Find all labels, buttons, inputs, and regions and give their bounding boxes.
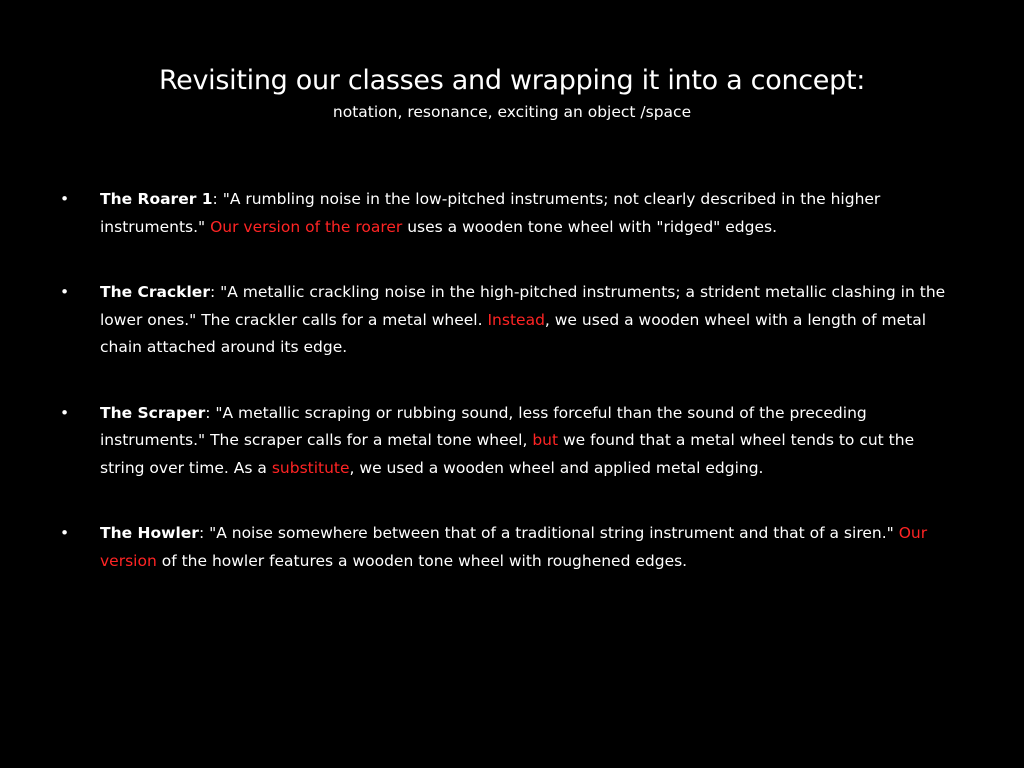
- bullet-list: [60, 186, 960, 613]
- bullet-text: , we used a wooden wheel with a length of metal chain attached around its edge.: [100, 310, 927, 356]
- bullet-roarer: [60, 186, 960, 241]
- bullet-term: The Roarer 1: [100, 190, 213, 208]
- bullet-term: The Scraper: [100, 403, 206, 422]
- bullet-text: of the howler features a wooden tone wheel with roughened edges.: [156, 551, 688, 570]
- bullet-scraper: [60, 400, 960, 483]
- bullet-howler: [60, 520, 960, 575]
- highlight-text: substitute: [271, 458, 350, 477]
- bullet-text: : "A metallic scraping or rubbing sound, less forceful than the sound of the preceding instruments." The scraper calls for a metal tone wheel,: [100, 403, 867, 449]
- bullet-term: The Howler: [100, 524, 199, 542]
- bullet-text: : "A noise somewhere between that of a traditional string instrument and that of a siren.": [198, 524, 899, 542]
- slide-title: Revisiting our classes and wrapping it into a concept:: [158, 65, 866, 96]
- title-block: [0, 62, 1024, 124]
- bullet-text: uses a wooden tone wheel with "ridged" edges.: [402, 217, 777, 236]
- highlight-text: Instead: [487, 310, 545, 329]
- bullet-dot: •: [60, 403, 70, 422]
- bullet-text: : "A rumbling noise in the low-pitched instruments; not clearly described in the higher instruments.": [100, 190, 881, 236]
- bullet-text: , we used a wooden wheel and applied metal edging.: [349, 458, 764, 477]
- highlight-text: Our version of the roarer: [210, 217, 403, 236]
- bullet-dot: •: [60, 283, 70, 301]
- bullet-text: we found that a metal wheel tends to cut the string over time. As a: [100, 431, 915, 477]
- bullet-dot: •: [60, 190, 70, 208]
- bullet-crackler: [60, 279, 960, 362]
- bullet-term: The Crackler: [100, 283, 210, 301]
- bullet-dot: •: [60, 524, 70, 542]
- highlight-text: Our version: [100, 524, 928, 570]
- slide-subtitle: notation, resonance, exciting an object /space: [332, 103, 692, 121]
- highlight-text: but: [532, 431, 559, 449]
- bullet-text: : "A metallic crackling noise in the high-pitched instruments; a strident metallic clashing in the lower ones." The crackler calls for a metal wheel.: [100, 283, 946, 329]
